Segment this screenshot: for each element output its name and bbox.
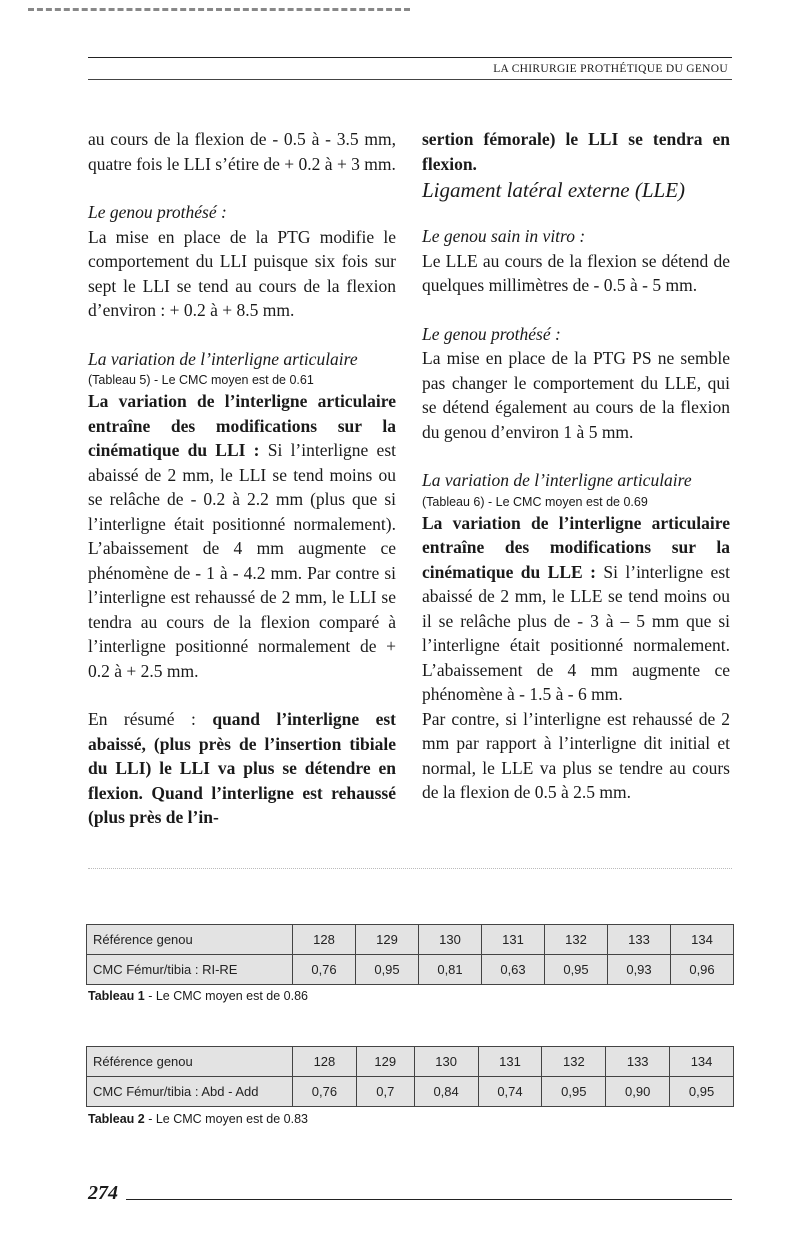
table-cell: 0,95 (670, 1077, 734, 1107)
table-cell: 0,81 (419, 955, 482, 985)
table-row-label: Référence genou (87, 1047, 293, 1077)
table-cell: 0,96 (671, 955, 734, 985)
table-cell: 128 (293, 1047, 357, 1077)
scan-edge-rule (28, 8, 410, 11)
left-summary (88, 707, 396, 830)
right-paragraph-2: Le LLE au cours de la flexion se détend de quelques millimètres de - 0.5 à - 5 mm. (422, 250, 730, 295)
table-cell: 133 (608, 925, 671, 955)
table-cell: 131 (482, 925, 545, 955)
table-cell: 130 (414, 1047, 478, 1077)
table-2 (86, 1046, 734, 1107)
table-cell: 130 (419, 925, 482, 955)
section-heading-genou-prothese: Le genou prothésé : (88, 202, 227, 222)
left-paragraph-3 (88, 389, 396, 683)
table-row-label: CMC Fémur/tibia : RI-RE (87, 955, 293, 985)
section-heading-genou-sain: Le genou sain in vitro : (422, 226, 586, 246)
table-row (87, 955, 734, 985)
table-cell: 128 (293, 925, 356, 955)
summary-lead: En résumé : (88, 709, 213, 729)
table-cell: 134 (670, 1047, 734, 1077)
table-cell: 0,74 (478, 1077, 542, 1107)
table-row (87, 1077, 734, 1107)
table-cell: 131 (478, 1047, 542, 1077)
right-paragraph-4 (422, 511, 730, 707)
left-paragraph-3-bold: La variation de l’interligne articulaire entraîne des modifications sur la cinématique du LLI : (88, 391, 396, 460)
table-cell: 132 (542, 1047, 606, 1077)
table-cell: 134 (671, 925, 734, 955)
section-heading-genou-prothese-right: Le genou prothésé : (422, 323, 561, 344)
table-cell: 0,7 (356, 1077, 414, 1107)
table-cell: 0,93 (608, 955, 671, 985)
summary-bold: quand l’interligne est abaissé, (plus près de l’insertion tibiale du LLI) le LLI va plus se détendre en flexion. Quand l’interligne est rehaussé (plus près de l’in- (88, 709, 396, 827)
table-cell: 0,95 (545, 955, 608, 985)
section-heading-variation-interligne-right: La variation de l’interligne articulaire (422, 470, 692, 490)
section-caption-tableau-5: (Tableau 5) - Le CMC moyen est de 0.61 (88, 373, 314, 387)
table-1-caption (88, 989, 308, 1003)
footer-rule (126, 1199, 732, 1200)
table-cell: 0,95 (356, 955, 419, 985)
table-row-label: Référence genou (87, 925, 293, 955)
header-rule-bottom (88, 79, 732, 80)
right-column (422, 127, 730, 805)
left-paragraph-3-text: Si l’interligne est abaissé de 2 mm, le LLI se tend moins ou se relâche de - 0.2 à 2.2 mm (plus que si l’interligne était positionné normalement). L’abaissement de 4 mm augmente ce phénomène de - 1 à - 4.2 mm. Par contre si l’interligne est rehaussé de 2 mm, le LLI se tendra au cours de la flexion comparé à l’interligne positionné normalement de + 0.2 à + 2.5 mm. (88, 440, 396, 681)
table-2-caption (88, 1112, 308, 1126)
table-cell: 0,95 (542, 1077, 606, 1107)
page-number: 274 (88, 1182, 118, 1204)
table-cell: 133 (606, 1047, 670, 1077)
section-separator (88, 868, 732, 869)
left-paragraph-1: au cours de la flexion de - 0.5 à - 3.5 mm, quatre fois le LLI s’étire de + 0.2 à + 3 mm. (88, 129, 396, 174)
table-cell: 0,63 (482, 955, 545, 985)
table-cell: 129 (356, 1047, 414, 1077)
table-cell: 0,76 (293, 955, 356, 985)
table-1 (86, 924, 734, 985)
section-heading-variation-interligne: La variation de l’interligne articulaire (88, 348, 358, 369)
table-cell: 0,84 (414, 1077, 478, 1107)
right-paragraph-5: Par contre, si l’interligne est rehaussé de 2 mm par rapport à l’interligne dit initial et normal, le LLE va plus se tendre au cours de la flexion de 0.5 à 2.5 mm. (422, 708, 730, 802)
right-paragraph-4-bold: La variation de l’interligne articulaire entraîne des modifications sur la cinématique du LLE : (422, 512, 730, 582)
right-paragraph-3: La mise en place de la PTG PS ne semble pas changer le comportement du LLE, qui se détend également au cours de la flexion du genou d’environ 1 à 5 mm. (422, 348, 730, 442)
table-cell: 132 (545, 925, 608, 955)
table-1-caption-text: - Le CMC moyen est de 0.86 (144, 989, 309, 1003)
table-row-label: CMC Fémur/tibia : Abd - Add (87, 1077, 293, 1107)
left-paragraph-2: La mise en place de la PTG modifie le comportement du LLI puisque six fois sur sept le LLI se tend au cours de la flexion d’environ : + 0.2 à + 8.5 mm. (88, 226, 396, 320)
header-rule (88, 57, 732, 58)
left-column (88, 127, 396, 830)
table-cell: 129 (356, 925, 419, 955)
running-title: LA CHIRURGIE PROTHÉTIQUE DU GENOU (493, 63, 728, 75)
table-row (87, 1047, 734, 1077)
subheading-lle: Ligament latéral externe (LLE) (422, 178, 686, 202)
table-1-caption-label: Tableau 1 (88, 989, 145, 1003)
section-caption-tableau-6: (Tableau 6) - Le CMC moyen est de 0.69 (422, 494, 648, 509)
table-cell: 0,90 (606, 1077, 670, 1107)
right-paragraph-4-text: Si l’interligne est abaissé de 2 mm, le LLE se tend moins ou il se relâche plus de - 3 à – 5 mm que si l’interligne était positionné normalement. L’abaissement de 4 mm augmente ce phénomène à - 1.5 à - 6 mm. (422, 561, 730, 704)
table-cell: 0,76 (293, 1077, 357, 1107)
table-row (87, 925, 734, 955)
right-paragraph-1: sertion fémorale) le LLI se tendra en flexion. (422, 129, 730, 174)
table-2-caption-text: - Le CMC moyen est de 0.83 (144, 1112, 309, 1126)
table-2-caption-label: Tableau 2 (88, 1112, 145, 1126)
